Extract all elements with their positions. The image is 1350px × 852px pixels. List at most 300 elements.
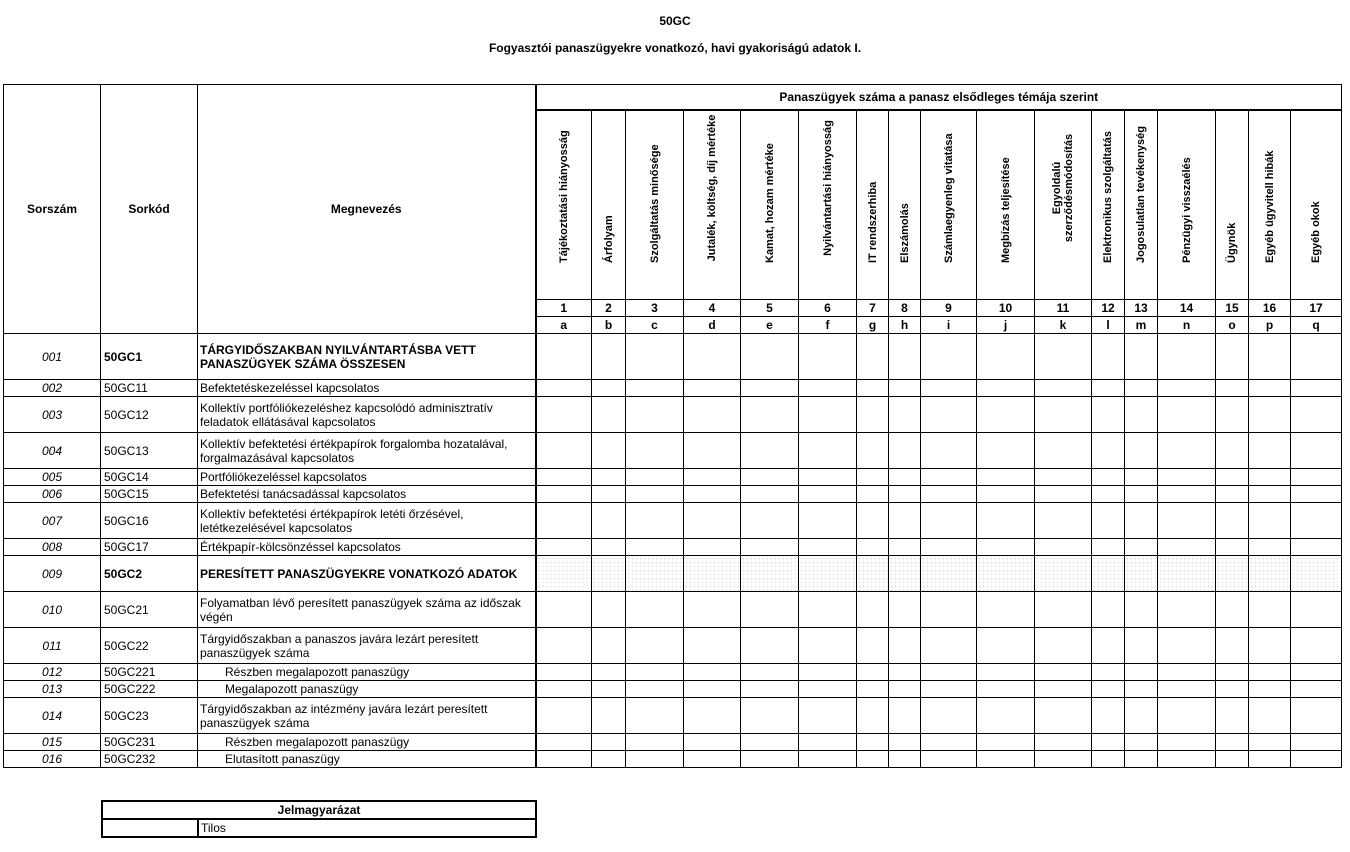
data-cell[interactable] (1291, 380, 1342, 397)
data-cell[interactable] (1035, 433, 1092, 469)
data-cell[interactable] (1291, 486, 1342, 503)
data-cell[interactable] (921, 397, 977, 433)
data-cell[interactable] (799, 380, 857, 397)
data-cell[interactable] (977, 486, 1035, 503)
data-cell[interactable] (1035, 334, 1092, 380)
data-cell[interactable] (684, 334, 741, 380)
data-cell[interactable] (889, 698, 921, 734)
data-cell[interactable] (889, 433, 921, 469)
data-cell[interactable] (536, 592, 592, 628)
data-cell[interactable] (536, 503, 592, 539)
data-cell[interactable] (1035, 664, 1092, 681)
data-cell[interactable] (536, 698, 592, 734)
row-sorszam: 003 (4, 397, 101, 433)
topic-number: 6 (799, 300, 857, 317)
data-cell[interactable] (741, 592, 799, 628)
data-cell[interactable] (799, 664, 857, 681)
data-cell[interactable] (921, 628, 977, 664)
data-cell[interactable] (1216, 433, 1249, 469)
data-cell[interactable] (1216, 380, 1249, 397)
data-cell[interactable] (1125, 734, 1158, 751)
data-cell[interactable] (857, 628, 889, 664)
data-cell[interactable] (1158, 433, 1216, 469)
topic-number: 16 (1249, 300, 1291, 317)
data-cell[interactable] (1158, 334, 1216, 380)
data-cell[interactable] (741, 664, 799, 681)
data-cell[interactable] (684, 556, 741, 592)
data-cell[interactable] (592, 539, 626, 556)
data-cell[interactable] (1291, 592, 1342, 628)
data-cell[interactable] (1125, 628, 1158, 664)
data-cell[interactable] (626, 334, 684, 380)
data-cell[interactable] (799, 486, 857, 503)
data-cell[interactable] (1216, 751, 1249, 768)
data-cell[interactable] (1092, 592, 1125, 628)
data-cell[interactable] (592, 664, 626, 681)
data-cell[interactable] (626, 698, 684, 734)
data-cell[interactable] (592, 503, 626, 539)
data-cell[interactable] (799, 539, 857, 556)
data-cell[interactable] (684, 592, 741, 628)
data-cell[interactable] (889, 592, 921, 628)
row-sorszam: 007 (4, 503, 101, 539)
data-cell[interactable] (1035, 698, 1092, 734)
data-cell[interactable] (741, 397, 799, 433)
data-cell[interactable] (1092, 539, 1125, 556)
data-cell[interactable] (592, 628, 626, 664)
data-cell[interactable] (1125, 751, 1158, 768)
data-cell[interactable] (741, 556, 799, 592)
data-cell[interactable] (1249, 664, 1291, 681)
data-cell[interactable] (592, 397, 626, 433)
data-cell[interactable] (536, 397, 592, 433)
data-cell[interactable] (1158, 380, 1216, 397)
data-cell[interactable] (626, 751, 684, 768)
data-cell[interactable] (977, 751, 1035, 768)
data-cell[interactable] (921, 681, 977, 698)
data-cell[interactable] (1249, 503, 1291, 539)
data-cell[interactable] (977, 469, 1035, 486)
data-cell[interactable] (1125, 469, 1158, 486)
data-cell[interactable] (889, 556, 921, 592)
topic-letter: e (741, 317, 799, 334)
data-cell[interactable] (1249, 433, 1291, 469)
data-cell[interactable] (741, 469, 799, 486)
data-cell[interactable] (921, 734, 977, 751)
data-cell[interactable] (741, 334, 799, 380)
data-cell[interactable] (1291, 556, 1342, 592)
data-cell[interactable] (1158, 681, 1216, 698)
data-cell[interactable] (592, 592, 626, 628)
data-cell[interactable] (592, 734, 626, 751)
data-cell[interactable] (592, 681, 626, 698)
data-cell[interactable] (592, 698, 626, 734)
topic-letter: o (1216, 317, 1249, 334)
data-cell[interactable] (626, 486, 684, 503)
data-cell[interactable] (741, 539, 799, 556)
data-cell[interactable] (857, 486, 889, 503)
data-cell[interactable] (1291, 397, 1342, 433)
data-cell[interactable] (1158, 628, 1216, 664)
data-cell[interactable] (1035, 681, 1092, 698)
data-cell[interactable] (1216, 628, 1249, 664)
data-cell[interactable] (1158, 751, 1216, 768)
data-cell[interactable] (1158, 698, 1216, 734)
data-cell[interactable] (1158, 503, 1216, 539)
data-cell[interactable] (799, 681, 857, 698)
data-cell[interactable] (1158, 734, 1216, 751)
data-cell[interactable] (741, 681, 799, 698)
data-cell[interactable] (857, 734, 889, 751)
data-cell[interactable] (889, 751, 921, 768)
data-cell[interactable] (1158, 539, 1216, 556)
table-row (4, 539, 1342, 556)
data-cell[interactable] (626, 556, 684, 592)
data-cell[interactable] (1216, 556, 1249, 592)
data-cell[interactable] (1291, 469, 1342, 486)
data-cell[interactable] (1249, 556, 1291, 592)
data-cell[interactable] (857, 469, 889, 486)
data-cell[interactable] (741, 698, 799, 734)
data-cell[interactable] (1249, 469, 1291, 486)
data-cell[interactable] (1216, 486, 1249, 503)
data-cell[interactable] (921, 592, 977, 628)
topic-header-17 (1291, 110, 1342, 300)
data-cell[interactable] (1125, 556, 1158, 592)
data-cell[interactable] (977, 664, 1035, 681)
data-cell[interactable] (921, 751, 977, 768)
data-cell[interactable] (1291, 734, 1342, 751)
data-cell[interactable] (977, 628, 1035, 664)
data-cell[interactable] (684, 380, 741, 397)
data-cell[interactable] (799, 628, 857, 664)
data-cell[interactable] (1291, 503, 1342, 539)
topic-letter: j (977, 317, 1035, 334)
data-cell[interactable] (799, 334, 857, 380)
data-cell[interactable] (626, 592, 684, 628)
data-cell[interactable] (684, 433, 741, 469)
data-cell[interactable] (889, 664, 921, 681)
data-cell[interactable] (741, 734, 799, 751)
data-cell[interactable] (684, 681, 741, 698)
data-cell[interactable] (799, 751, 857, 768)
data-cell[interactable] (921, 539, 977, 556)
data-cell[interactable] (626, 380, 684, 397)
data-cell[interactable] (1125, 592, 1158, 628)
row-sorkod: 50GC2 (101, 556, 198, 592)
data-cell[interactable] (592, 556, 626, 592)
data-cell[interactable] (1035, 486, 1092, 503)
data-cell[interactable] (536, 433, 592, 469)
data-cell[interactable] (1216, 397, 1249, 433)
data-cell[interactable] (977, 334, 1035, 380)
data-cell[interactable] (857, 592, 889, 628)
data-cell[interactable] (1291, 664, 1342, 681)
data-cell[interactable] (1216, 734, 1249, 751)
data-cell[interactable] (741, 503, 799, 539)
data-cell[interactable] (1035, 734, 1092, 751)
topic-letter: m (1125, 317, 1158, 334)
data-cell[interactable] (857, 751, 889, 768)
data-cell[interactable] (741, 751, 799, 768)
data-cell[interactable] (857, 334, 889, 380)
data-cell[interactable] (977, 734, 1035, 751)
data-cell[interactable] (1125, 433, 1158, 469)
data-cell[interactable] (1291, 698, 1342, 734)
data-cell[interactable] (1035, 556, 1092, 592)
data-cell[interactable] (626, 397, 684, 433)
data-cell[interactable] (921, 503, 977, 539)
data-cell[interactable] (977, 556, 1035, 592)
row-megnevezes: Értékpapír-kölcsönzéssel kapcsolatos (198, 539, 536, 556)
data-cell[interactable] (1158, 469, 1216, 486)
data-cell[interactable] (1216, 503, 1249, 539)
data-cell[interactable] (592, 334, 626, 380)
complaints-table (3, 84, 1342, 768)
data-cell[interactable] (977, 433, 1035, 469)
data-cell[interactable] (1291, 628, 1342, 664)
data-cell[interactable] (684, 469, 741, 486)
data-cell[interactable] (1035, 751, 1092, 768)
data-cell[interactable] (921, 664, 977, 681)
data-cell[interactable] (921, 469, 977, 486)
table-row (4, 681, 1342, 698)
data-cell[interactable] (626, 734, 684, 751)
data-cell[interactable] (1035, 397, 1092, 433)
data-cell[interactable] (1125, 698, 1158, 734)
data-cell[interactable] (1035, 539, 1092, 556)
row-sorkod: 50GC222 (101, 681, 198, 698)
data-cell[interactable] (799, 469, 857, 486)
topic-label: Szolgáltatás minősége (648, 144, 661, 263)
data-cell[interactable] (1035, 380, 1092, 397)
data-cell[interactable] (1092, 628, 1125, 664)
data-cell[interactable] (626, 469, 684, 486)
topic-header-6 (799, 110, 857, 300)
data-cell[interactable] (1216, 592, 1249, 628)
data-cell[interactable] (799, 556, 857, 592)
data-cell[interactable] (889, 486, 921, 503)
data-cell[interactable] (1291, 751, 1342, 768)
data-cell[interactable] (977, 681, 1035, 698)
data-cell[interactable] (1125, 397, 1158, 433)
data-cell[interactable] (921, 556, 977, 592)
data-cell[interactable] (857, 698, 889, 734)
data-cell[interactable] (536, 664, 592, 681)
data-cell[interactable] (626, 433, 684, 469)
data-cell[interactable] (857, 397, 889, 433)
data-cell[interactable] (1035, 592, 1092, 628)
data-cell[interactable] (889, 380, 921, 397)
data-cell[interactable] (741, 380, 799, 397)
data-cell[interactable] (1216, 681, 1249, 698)
data-cell[interactable] (1249, 698, 1291, 734)
data-cell[interactable] (889, 734, 921, 751)
data-cell[interactable] (1092, 380, 1125, 397)
data-cell[interactable] (684, 397, 741, 433)
data-cell[interactable] (684, 486, 741, 503)
data-cell[interactable] (536, 486, 592, 503)
row-sorkod: 50GC231 (101, 734, 198, 751)
data-cell[interactable] (536, 334, 592, 380)
data-cell[interactable] (889, 539, 921, 556)
data-cell[interactable] (977, 503, 1035, 539)
data-cell[interactable] (1125, 486, 1158, 503)
data-cell[interactable] (799, 503, 857, 539)
data-cell[interactable] (536, 556, 592, 592)
row-sorszam: 001 (4, 334, 101, 380)
data-cell[interactable] (1249, 751, 1291, 768)
data-cell[interactable] (977, 380, 1035, 397)
data-cell[interactable] (1158, 397, 1216, 433)
data-cell[interactable] (921, 486, 977, 503)
data-cell[interactable] (684, 751, 741, 768)
data-cell[interactable] (536, 469, 592, 486)
topic-label: Egyoldalú szerződésmódosítás (1051, 133, 1075, 243)
data-cell[interactable] (799, 734, 857, 751)
data-cell[interactable] (626, 503, 684, 539)
data-cell[interactable] (1092, 698, 1125, 734)
data-cell[interactable] (684, 734, 741, 751)
data-cell[interactable] (1092, 503, 1125, 539)
data-cell[interactable] (1216, 539, 1249, 556)
data-cell[interactable] (1249, 592, 1291, 628)
data-cell[interactable] (1291, 681, 1342, 698)
data-cell[interactable] (1249, 681, 1291, 698)
topic-label: Egyéb okok (1310, 201, 1322, 263)
data-cell[interactable] (684, 503, 741, 539)
data-cell[interactable] (741, 486, 799, 503)
data-cell[interactable] (1092, 486, 1125, 503)
data-cell[interactable] (1092, 556, 1125, 592)
data-cell[interactable] (1249, 539, 1291, 556)
data-cell[interactable] (977, 397, 1035, 433)
data-cell[interactable] (857, 539, 889, 556)
data-cell[interactable] (536, 751, 592, 768)
row-megnevezes: PERESÍTETT PANASZÜGYEKRE VONATKOZÓ ADATOK (198, 556, 536, 592)
data-cell[interactable] (1125, 380, 1158, 397)
data-cell[interactable] (592, 469, 626, 486)
data-cell[interactable] (889, 681, 921, 698)
data-cell[interactable] (1125, 334, 1158, 380)
data-cell[interactable] (684, 698, 741, 734)
data-cell[interactable] (1092, 334, 1125, 380)
table-row (4, 469, 1342, 486)
data-cell[interactable] (1216, 334, 1249, 380)
data-cell[interactable] (741, 433, 799, 469)
legend-table (101, 800, 537, 838)
data-cell[interactable] (1216, 698, 1249, 734)
data-cell[interactable] (977, 539, 1035, 556)
data-cell[interactable] (1092, 734, 1125, 751)
data-cell[interactable] (1158, 556, 1216, 592)
data-cell[interactable] (1291, 334, 1342, 380)
data-cell[interactable] (626, 539, 684, 556)
data-cell[interactable] (1125, 539, 1158, 556)
data-cell[interactable] (1249, 486, 1291, 503)
data-cell[interactable] (1158, 592, 1216, 628)
data-cell[interactable] (1249, 397, 1291, 433)
data-cell[interactable] (1216, 664, 1249, 681)
data-cell[interactable] (857, 380, 889, 397)
data-cell[interactable] (684, 628, 741, 664)
data-cell[interactable] (799, 698, 857, 734)
data-cell[interactable] (536, 539, 592, 556)
data-cell[interactable] (626, 664, 684, 681)
data-cell[interactable] (889, 503, 921, 539)
data-cell[interactable] (1249, 628, 1291, 664)
data-cell[interactable] (1291, 539, 1342, 556)
data-cell[interactable] (536, 681, 592, 698)
data-cell[interactable] (799, 397, 857, 433)
data-cell[interactable] (1158, 486, 1216, 503)
data-cell[interactable] (921, 698, 977, 734)
data-cell[interactable] (1092, 681, 1125, 698)
data-cell[interactable] (1092, 397, 1125, 433)
data-cell[interactable] (889, 469, 921, 486)
data-cell[interactable] (977, 592, 1035, 628)
data-cell[interactable] (857, 433, 889, 469)
data-cell[interactable] (889, 397, 921, 433)
data-cell[interactable] (921, 433, 977, 469)
data-cell[interactable] (1092, 433, 1125, 469)
data-cell[interactable] (1216, 469, 1249, 486)
data-cell[interactable] (1249, 734, 1291, 751)
topic-letter: n (1158, 317, 1216, 334)
data-cell[interactable] (592, 380, 626, 397)
data-cell[interactable] (889, 334, 921, 380)
data-cell[interactable] (536, 734, 592, 751)
data-cell[interactable] (1035, 469, 1092, 486)
data-cell[interactable] (1125, 664, 1158, 681)
data-cell[interactable] (1125, 681, 1158, 698)
data-cell[interactable] (1249, 334, 1291, 380)
data-cell[interactable] (857, 556, 889, 592)
data-cell[interactable] (977, 698, 1035, 734)
data-cell[interactable] (799, 592, 857, 628)
data-cell[interactable] (1092, 469, 1125, 486)
data-cell[interactable] (592, 433, 626, 469)
data-cell[interactable] (536, 628, 592, 664)
data-cell[interactable] (857, 503, 889, 539)
data-cell[interactable] (1092, 751, 1125, 768)
data-cell[interactable] (1249, 380, 1291, 397)
data-cell[interactable] (857, 681, 889, 698)
data-cell[interactable] (684, 664, 741, 681)
data-cell[interactable] (1035, 628, 1092, 664)
data-cell[interactable] (684, 539, 741, 556)
data-cell[interactable] (1125, 503, 1158, 539)
row-megnevezes: Kollektív portfóliókezeléshez kapcsolódó adminisztratív feladatok ellátásával kapcsolatos (198, 397, 536, 433)
data-cell[interactable] (626, 628, 684, 664)
data-cell[interactable] (536, 380, 592, 397)
data-cell[interactable] (1291, 433, 1342, 469)
data-cell[interactable] (921, 380, 977, 397)
data-cell[interactable] (592, 486, 626, 503)
data-cell[interactable] (889, 628, 921, 664)
data-cell[interactable] (921, 334, 977, 380)
data-cell[interactable] (741, 628, 799, 664)
data-cell[interactable] (799, 433, 857, 469)
data-cell[interactable] (857, 664, 889, 681)
topic-number: 11 (1035, 300, 1092, 317)
data-cell[interactable] (1035, 503, 1092, 539)
topic-header-2 (592, 110, 626, 300)
data-cell[interactable] (626, 681, 684, 698)
data-cell[interactable] (592, 751, 626, 768)
data-cell[interactable] (1092, 664, 1125, 681)
data-cell[interactable] (1158, 664, 1216, 681)
